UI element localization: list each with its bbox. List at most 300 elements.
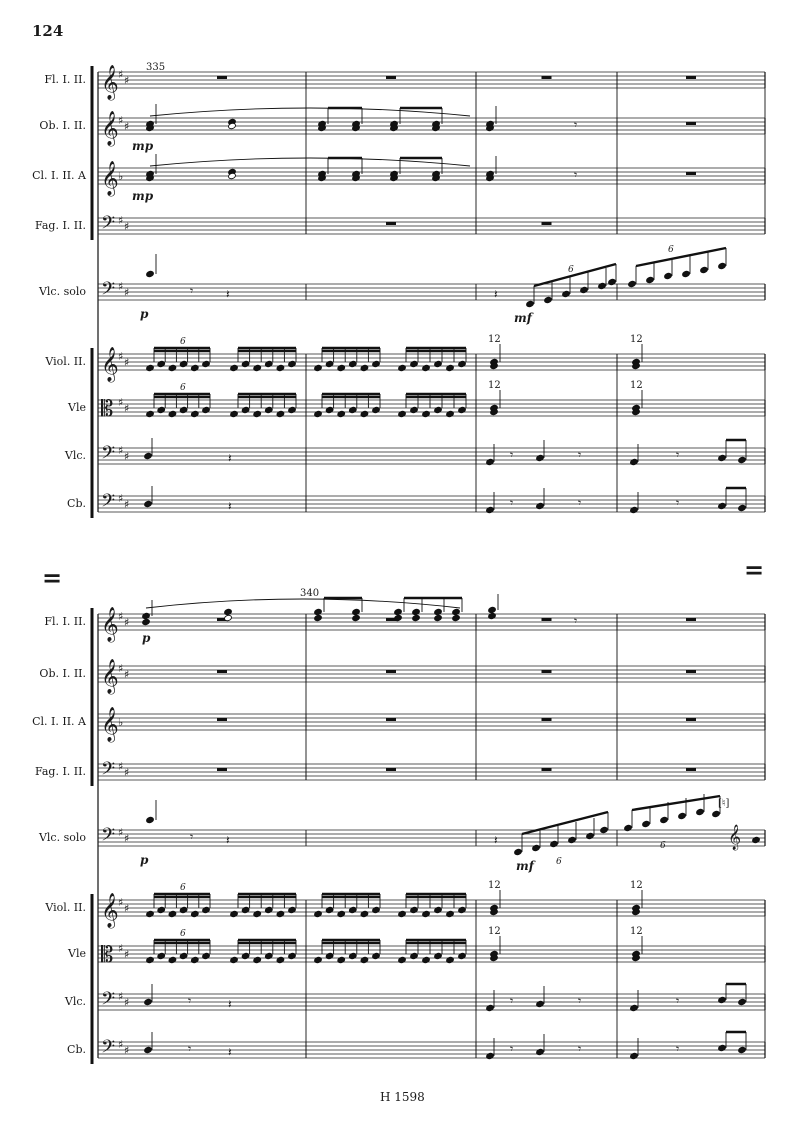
sharp-sign: ♯ [124, 766, 130, 779]
notehead [660, 816, 669, 823]
notehead [700, 266, 709, 273]
sharp-sign: ♯ [118, 396, 124, 409]
slur [146, 599, 460, 608]
notehead [325, 906, 334, 913]
notehead [446, 910, 455, 917]
measure-number: 335 [146, 62, 166, 73]
notehead [179, 406, 188, 413]
notehead [434, 906, 443, 913]
sharp-sign: ♯ [118, 662, 124, 675]
notehead [536, 502, 545, 509]
bass-clef: 𝄢 [101, 1037, 116, 1062]
notehead [265, 360, 274, 367]
dynamic-marking: p [142, 631, 151, 645]
notehead [514, 848, 523, 855]
instrument-label: Fl. I. II. [44, 615, 86, 628]
notehead [372, 406, 381, 413]
notehead [325, 406, 334, 413]
sharp-sign: ♯ [118, 760, 124, 773]
notehead [446, 364, 455, 371]
notehead [157, 952, 166, 959]
notehead [398, 910, 407, 917]
whole-rest [542, 768, 552, 771]
treble-clef: 𝄞 [101, 607, 119, 642]
bass-clef: 𝄢 [101, 759, 116, 784]
notehead [738, 456, 747, 463]
notehead [230, 956, 239, 963]
bass-clef: 𝄢 [101, 825, 116, 850]
whole-rest [386, 768, 396, 771]
sharp-sign: ♯ [118, 114, 124, 127]
bass-clef: 𝄢 [101, 443, 116, 468]
sharp-sign: ♯ [124, 668, 130, 681]
plate-number: H 1598 [380, 1090, 425, 1104]
whole-rest [686, 718, 696, 721]
sharp-sign: ♯ [124, 996, 130, 1009]
sharp-sign: ♯ [118, 492, 124, 505]
notehead [412, 614, 421, 621]
treble-clef: 𝄞 [101, 65, 119, 100]
bass-clef: 𝄢 [101, 279, 116, 304]
eighth-rest: 𝄾 [574, 118, 578, 132]
notehead [738, 998, 747, 1005]
eighth-rest: 𝄾 [510, 448, 514, 462]
eighth-rest: 𝄾 [578, 448, 582, 462]
tuplet-number: 6 [180, 383, 186, 393]
notehead [600, 826, 609, 833]
eighth-rest: 𝄾 [676, 994, 680, 1008]
instrument-label: Ob. I. II. [39, 667, 86, 680]
eighth-rest: 𝄾 [578, 994, 582, 1008]
eighth-rest: 𝄾 [188, 1042, 192, 1056]
treble-clef: 𝄞 [728, 825, 742, 850]
quarter-rest: 𝄽 [228, 997, 232, 1011]
notehead [337, 410, 346, 417]
notehead [580, 286, 589, 293]
notehead [191, 364, 200, 371]
notehead [696, 808, 705, 815]
sharp-sign: ♯ [124, 286, 130, 299]
notehead [718, 996, 727, 1003]
notehead [144, 452, 153, 459]
notehead [314, 364, 323, 371]
notehead [265, 952, 274, 959]
notehead [314, 956, 323, 963]
bracket-mark: [♮] [718, 798, 730, 809]
notehead [179, 360, 188, 367]
dynamic-marking: mp [132, 189, 154, 203]
notehead [398, 410, 407, 417]
tremolo-number: 12 [630, 380, 643, 391]
notehead [738, 1046, 747, 1053]
notehead [253, 910, 262, 917]
alto-clef: 𝄡 [101, 397, 114, 422]
notehead [276, 956, 285, 963]
notehead [452, 608, 461, 615]
eighth-rest: 𝄾 [510, 1042, 514, 1056]
sharp-sign: ♯ [124, 948, 130, 961]
notehead [458, 406, 467, 413]
notehead [394, 608, 403, 615]
instrument-label: Vlc. [64, 995, 86, 1008]
notehead [712, 810, 721, 817]
notehead [157, 406, 166, 413]
alto-clef: 𝄡 [101, 943, 114, 968]
notehead [752, 836, 761, 843]
notehead [486, 458, 495, 465]
notehead [434, 360, 443, 367]
sharp-sign: ♯ [124, 1044, 130, 1057]
notehead [168, 410, 177, 417]
eighth-rest: 𝄾 [676, 496, 680, 510]
flat-sign: ♭ [118, 170, 124, 183]
eighth-rest: 𝄾 [510, 496, 514, 510]
notehead [157, 360, 166, 367]
notehead [394, 614, 403, 621]
notehead [168, 956, 177, 963]
instrument-label: Cb. [67, 1043, 86, 1056]
notehead [168, 364, 177, 371]
notehead [230, 410, 239, 417]
notehead [241, 360, 250, 367]
eighth-rest: 𝄾 [676, 448, 680, 462]
notehead [646, 276, 655, 283]
notehead [630, 506, 639, 513]
treble-clef: 𝄞 [101, 161, 119, 196]
eighth-rest: 𝄾 [676, 1042, 680, 1056]
whole-rest [542, 618, 552, 621]
whole-rest [686, 618, 696, 621]
notehead [230, 910, 239, 917]
sharp-sign: ♯ [118, 444, 124, 457]
notehead [422, 910, 431, 917]
sharp-sign: ♯ [124, 616, 130, 629]
sharp-sign: ♯ [124, 498, 130, 511]
bass-clef: 𝄢 [101, 491, 116, 516]
notehead [144, 998, 153, 1005]
notehead [202, 906, 211, 913]
notehead [337, 364, 346, 371]
instrument-label: Vlc. solo [38, 285, 86, 298]
notehead [486, 506, 495, 513]
notehead [398, 364, 407, 371]
whole-rest [542, 222, 552, 225]
sharp-sign: ♯ [118, 826, 124, 839]
sharp-sign: ♯ [118, 1038, 124, 1051]
notehead [630, 458, 639, 465]
eighth-rest: 𝄾 [190, 830, 194, 844]
notehead [360, 910, 369, 917]
notehead [314, 410, 323, 417]
notehead [241, 906, 250, 913]
notehead [276, 410, 285, 417]
notehead [314, 608, 323, 615]
whole-rest [386, 76, 396, 79]
notehead [536, 1000, 545, 1007]
notehead [544, 296, 553, 303]
instrument-label: Viol. II. [45, 355, 86, 368]
notehead [146, 910, 155, 917]
sharp-sign: ♯ [124, 356, 130, 369]
notehead [314, 614, 323, 621]
dynamic-marking: p [140, 307, 149, 321]
eighth-rest: 𝄾 [510, 994, 514, 1008]
notehead [202, 952, 211, 959]
notehead [325, 952, 334, 959]
sharp-sign: ♯ [124, 450, 130, 463]
notehead [630, 1052, 639, 1059]
sharp-sign: ♯ [124, 120, 130, 133]
notehead [191, 956, 200, 963]
notehead [146, 364, 155, 371]
notehead [446, 410, 455, 417]
dynamic-marking: p [140, 853, 149, 867]
notehead [157, 906, 166, 913]
notehead [276, 910, 285, 917]
notehead [146, 816, 155, 823]
notehead [265, 906, 274, 913]
notehead [410, 406, 419, 413]
sharp-sign: ♯ [118, 280, 124, 293]
quarter-rest: 𝄽 [228, 451, 232, 465]
quarter-rest: 𝄽 [226, 287, 230, 301]
notehead [288, 360, 297, 367]
instrument-label: Cl. I. II. A [32, 715, 86, 728]
measure-number: 340 [300, 588, 320, 599]
notehead [568, 836, 577, 843]
dynamic-marking: mf [516, 859, 534, 873]
notehead [718, 262, 727, 269]
eighth-rest: 𝄾 [578, 496, 582, 510]
eighth-rest: 𝄾 [190, 284, 194, 298]
notehead [314, 910, 323, 917]
notehead [642, 820, 651, 827]
bass-clef: 𝄢 [101, 989, 116, 1014]
notehead [434, 608, 443, 615]
tuplet-number: 6 [660, 841, 666, 851]
sharp-sign: ♯ [124, 902, 130, 915]
sharp-sign: ♯ [118, 214, 124, 227]
treble-clef: 𝄞 [101, 347, 119, 382]
tremolo-number: 12 [488, 926, 501, 937]
sharp-sign: ♯ [124, 74, 130, 87]
sharp-sign: ♯ [118, 68, 124, 81]
tuplet-number: 6 [180, 337, 186, 347]
instrument-label: Cl. I. II. A [32, 169, 86, 182]
tremolo-number: 12 [488, 380, 501, 391]
whole-rest [542, 76, 552, 79]
notehead [253, 956, 262, 963]
dynamic-marking: mf [514, 311, 532, 325]
notehead [230, 364, 239, 371]
instrument-label: Cb. [67, 497, 86, 510]
notehead [446, 956, 455, 963]
notehead [168, 910, 177, 917]
tremolo-number: 12 [488, 334, 501, 345]
tuplet-number: 6 [180, 883, 186, 893]
whole-rest [686, 76, 696, 79]
instrument-label: Vle [68, 947, 86, 960]
notehead [526, 300, 535, 307]
notehead [144, 500, 153, 507]
note-beam [632, 796, 720, 810]
tremolo-number: 12 [488, 880, 501, 891]
notehead [325, 360, 334, 367]
notehead [360, 410, 369, 417]
notehead [202, 360, 211, 367]
dynamic-marking: mp [132, 139, 154, 153]
notehead [142, 618, 151, 625]
notehead [276, 364, 285, 371]
notehead [191, 910, 200, 917]
notehead [146, 270, 155, 277]
sharp-sign: ♯ [124, 832, 130, 845]
whole-rest [686, 122, 696, 125]
notehead [179, 952, 188, 959]
notehead [718, 454, 727, 461]
notehead [146, 410, 155, 417]
notehead [486, 1004, 495, 1011]
notehead [191, 410, 200, 417]
tuplet-number: 6 [556, 857, 562, 867]
notehead [458, 906, 467, 913]
notehead [360, 956, 369, 963]
tremolo-number: 12 [630, 926, 643, 937]
whole-rest [217, 670, 227, 673]
notehead [422, 956, 431, 963]
system-separator-left: = [42, 563, 63, 592]
note-beam [636, 248, 726, 266]
notehead [146, 956, 155, 963]
notehead [372, 360, 381, 367]
notehead [630, 1004, 639, 1011]
notehead [179, 906, 188, 913]
notehead [434, 406, 443, 413]
whole-rest [386, 670, 396, 673]
notehead [349, 360, 358, 367]
bass-clef: 𝄢 [101, 213, 116, 238]
notehead [410, 952, 419, 959]
notehead [586, 832, 595, 839]
tremolo-number: 12 [630, 880, 643, 891]
notehead [682, 270, 691, 277]
tuplet-number: 6 [180, 929, 186, 939]
whole-rest [217, 768, 227, 771]
notehead [412, 608, 421, 615]
whole-rest [686, 670, 696, 673]
notehead [142, 612, 151, 619]
whole-rest [686, 768, 696, 771]
page-number: 124 [32, 22, 64, 40]
notehead [628, 280, 637, 287]
notehead [241, 952, 250, 959]
notehead [360, 364, 369, 371]
notehead [224, 608, 233, 615]
notehead [241, 406, 250, 413]
whole-rest [686, 172, 696, 175]
system-separator-right: = [744, 555, 765, 584]
whole-rest [542, 718, 552, 721]
notehead [452, 614, 461, 621]
note-beam [534, 264, 616, 286]
notehead [288, 906, 297, 913]
notehead [349, 406, 358, 413]
whole-rest [217, 76, 227, 79]
notehead [486, 1052, 495, 1059]
instrument-label: Vlc. [64, 449, 86, 462]
notehead [718, 502, 727, 509]
notehead [738, 504, 747, 511]
sharp-sign: ♯ [124, 220, 130, 233]
notehead [488, 612, 497, 619]
notehead [410, 360, 419, 367]
instrument-label: Viol. II. [45, 901, 86, 914]
notehead [422, 410, 431, 417]
notehead [624, 824, 633, 831]
notehead [288, 952, 297, 959]
instrument-label: Fag. I. II. [34, 765, 86, 778]
sharp-sign: ♯ [118, 610, 124, 623]
notehead [458, 360, 467, 367]
sharp-sign: ♯ [118, 350, 124, 363]
whole-rest [217, 718, 227, 721]
tuplet-number: 6 [568, 265, 574, 275]
notehead [398, 956, 407, 963]
treble-clef: 𝄞 [101, 707, 119, 742]
notehead [253, 410, 262, 417]
sharp-sign: ♯ [118, 990, 124, 1003]
notehead [608, 278, 617, 285]
notehead [224, 614, 233, 621]
whole-rest [386, 718, 396, 721]
notehead [352, 608, 361, 615]
notehead [337, 910, 346, 917]
notehead [434, 614, 443, 621]
notehead [434, 952, 443, 959]
notehead [265, 406, 274, 413]
notehead [349, 952, 358, 959]
notehead [458, 952, 467, 959]
quarter-rest: 𝄽 [226, 833, 230, 847]
notehead [372, 906, 381, 913]
eighth-rest: 𝄾 [188, 994, 192, 1008]
notehead [536, 1048, 545, 1055]
whole-rest [542, 670, 552, 673]
notehead [598, 282, 607, 289]
notehead [718, 1044, 727, 1051]
notehead [288, 406, 297, 413]
eighth-rest: 𝄾 [574, 614, 578, 628]
treble-clef: 𝄞 [101, 659, 119, 694]
notehead [532, 844, 541, 851]
instrument-label: Ob. I. II. [39, 119, 86, 132]
quarter-rest: 𝄽 [228, 499, 232, 513]
notehead [536, 454, 545, 461]
notehead [253, 364, 262, 371]
quarter-rest: 𝄽 [228, 1045, 232, 1059]
notehead [372, 952, 381, 959]
eighth-rest: 𝄾 [578, 1042, 582, 1056]
notehead [410, 906, 419, 913]
notehead [202, 406, 211, 413]
notehead [664, 272, 673, 279]
whole-rest [386, 222, 396, 225]
tremolo-number: 12 [630, 334, 643, 345]
notehead [144, 1046, 153, 1053]
notehead [678, 812, 687, 819]
notehead [550, 840, 559, 847]
eighth-rest: 𝄾 [574, 168, 578, 182]
